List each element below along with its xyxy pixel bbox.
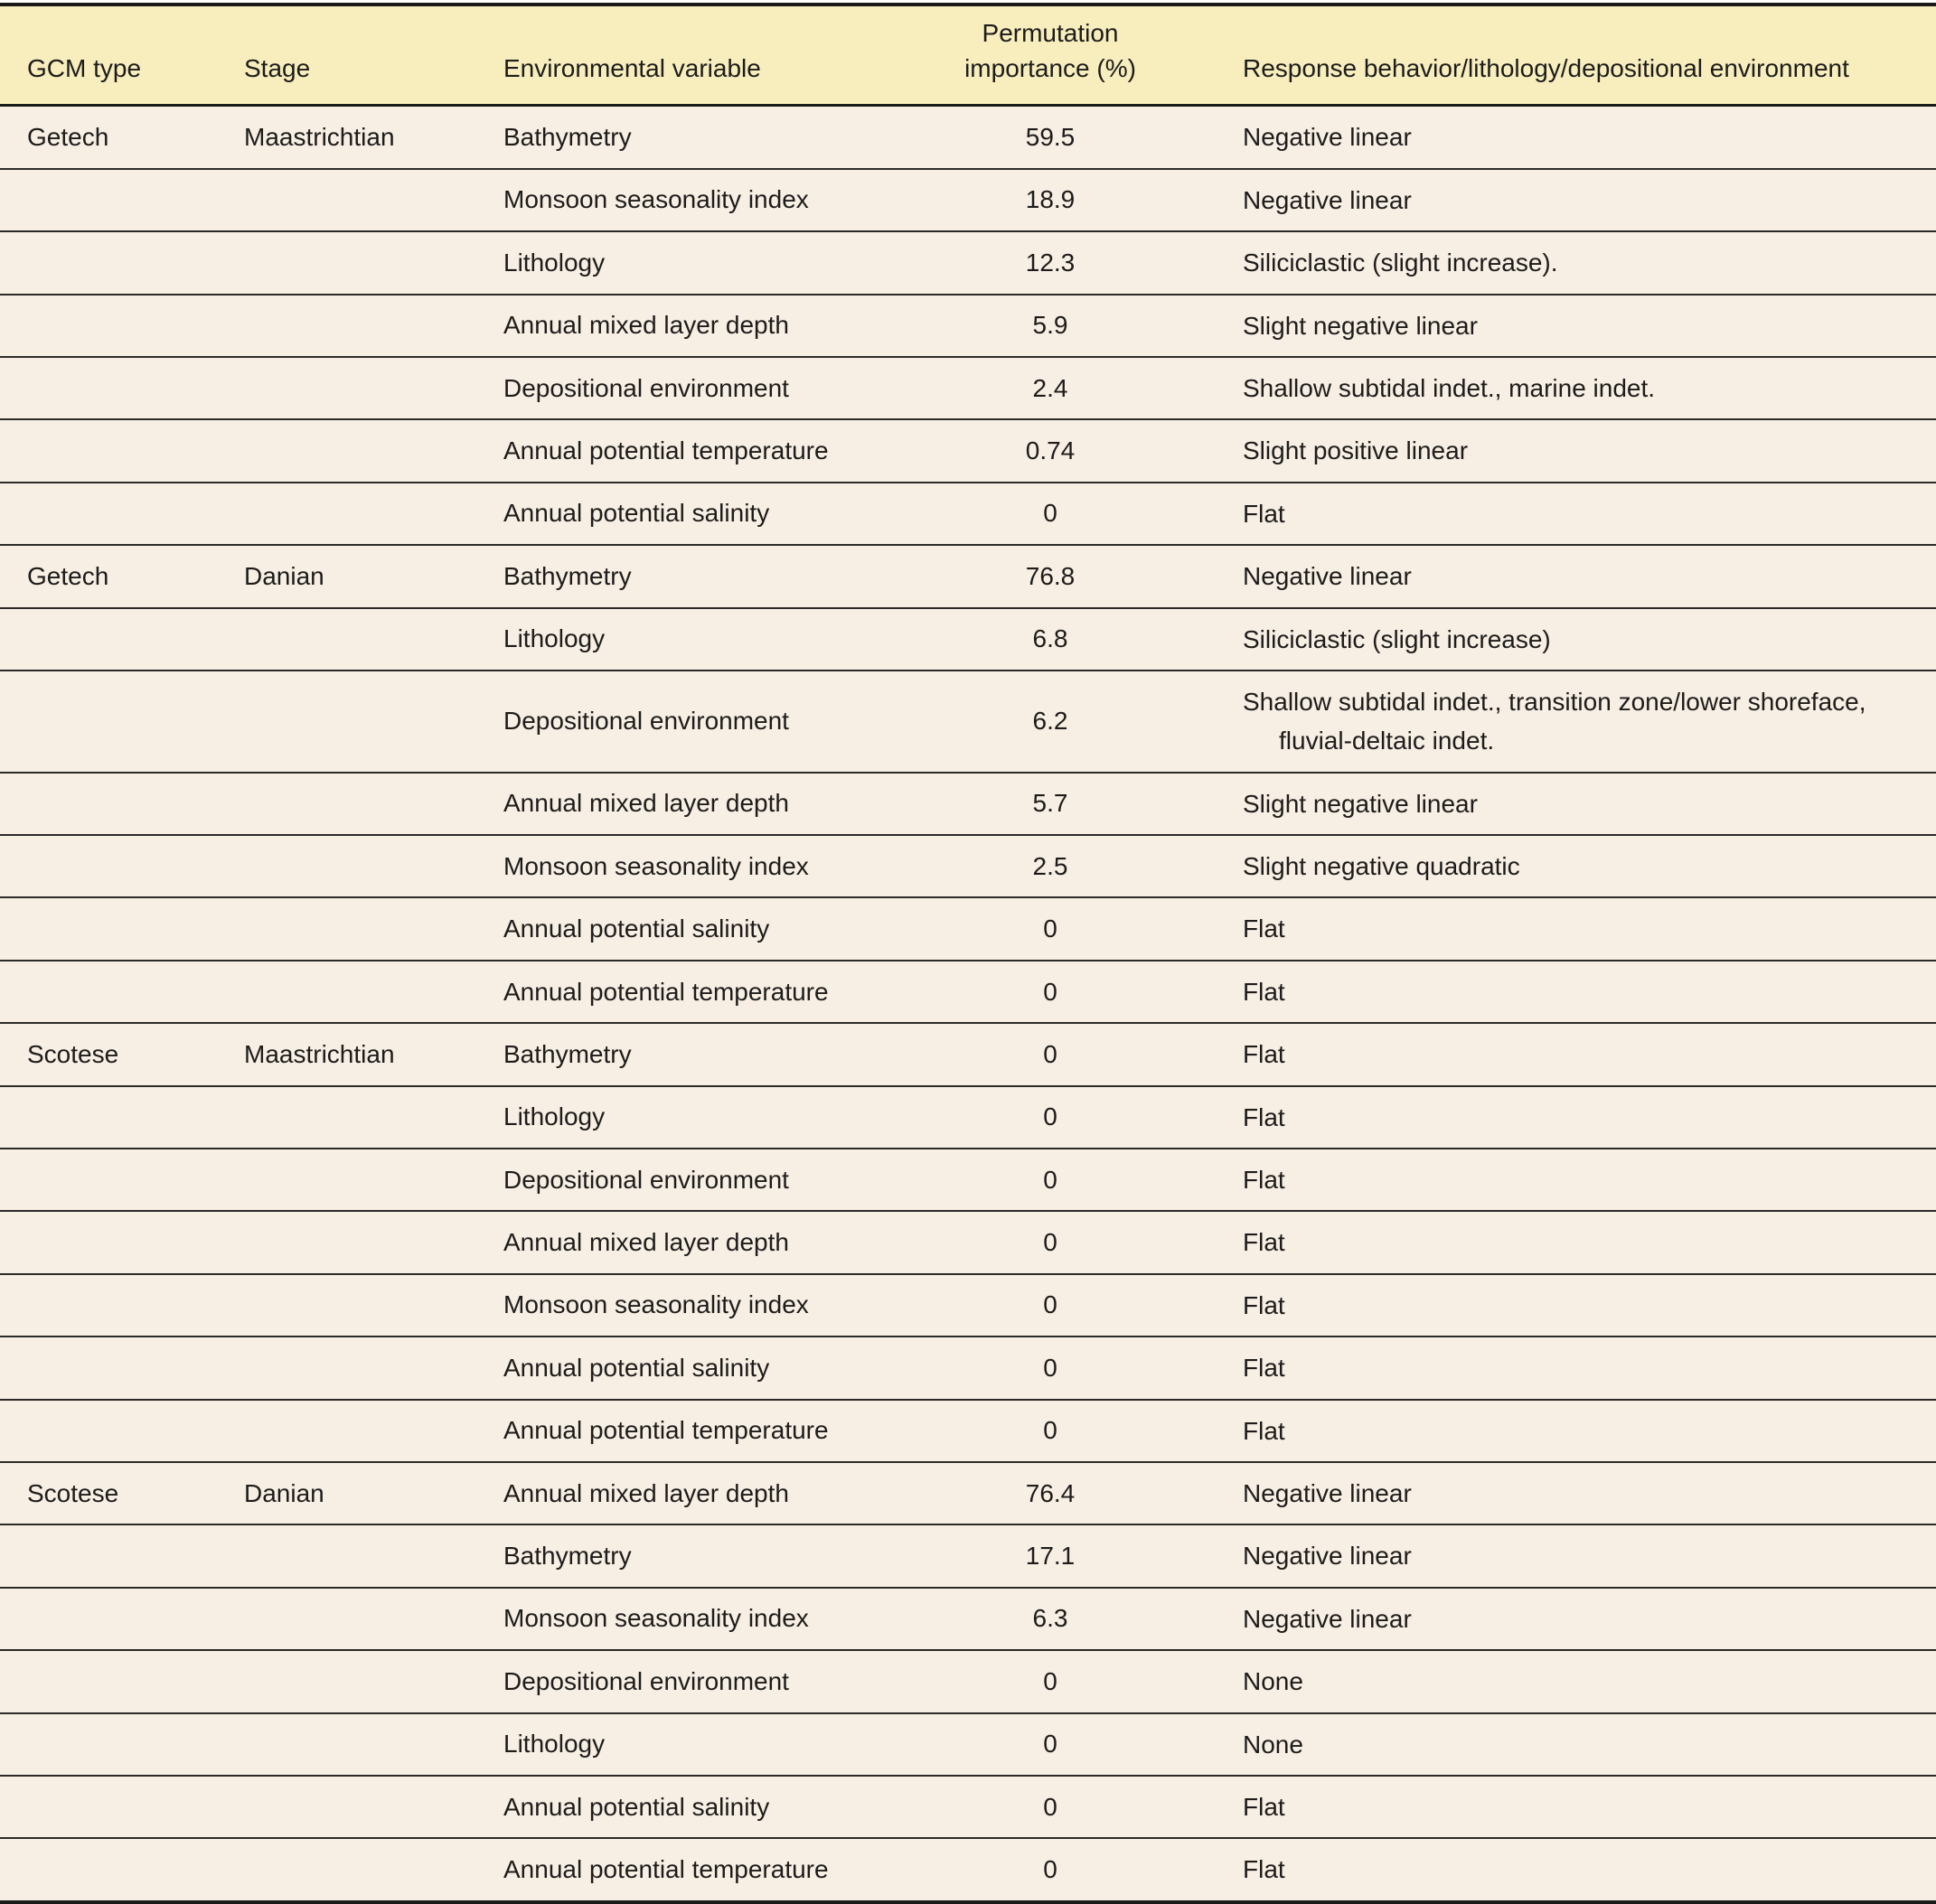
cell-permutation-importance [910, 1023, 1190, 1085]
cell-text: 0 [1043, 914, 1057, 943]
cell-text: Flat [1243, 499, 1285, 528]
table-row [0, 1588, 1936, 1650]
cell-text: 5.7 [1032, 789, 1068, 818]
cell-stage [217, 169, 476, 231]
cell-text: Negative linear [1243, 1542, 1412, 1571]
cell-text: 0 [1043, 1730, 1057, 1759]
cell-text: 0 [1043, 1228, 1057, 1257]
col-header-stage [217, 5, 476, 106]
cell-text: 12.3 [1025, 248, 1076, 277]
cell-text: Annual mixed layer depth [503, 311, 789, 340]
table-row [0, 1400, 1936, 1462]
cell-gcm-type [0, 106, 217, 169]
table-row [0, 419, 1936, 482]
cell-permutation-importance [910, 1211, 1190, 1273]
cell-response-behavior [1190, 773, 1936, 835]
cell-gcm-type [0, 1462, 217, 1524]
cell-text: Bathymetry [503, 1039, 632, 1068]
cell-stage [217, 773, 476, 835]
table-row [0, 671, 1936, 773]
table-row [0, 608, 1936, 671]
cell-permutation-importance [910, 1713, 1190, 1776]
cell-permutation-importance [910, 1524, 1190, 1587]
table-row [0, 961, 1936, 1023]
cell-stage [217, 1713, 476, 1776]
cell-gcm-type [0, 1086, 217, 1149]
cell-text: Annual potential temperature [503, 977, 829, 1006]
cell-text: 0 [1043, 1792, 1057, 1821]
cell-gcm-type [0, 1713, 217, 1776]
cell-text: Annual potential salinity [503, 1792, 770, 1821]
table-row [0, 1274, 1936, 1337]
cell-environmental-variable [476, 545, 910, 607]
table-row [0, 231, 1936, 294]
cell-text: 18.9 [1025, 185, 1076, 214]
cell-text: Annual potential salinity [503, 914, 770, 943]
cell-environmental-variable [476, 1838, 910, 1901]
cell-text: Lithology [503, 1102, 606, 1131]
cell-text: Slight negative linear [1243, 789, 1478, 818]
table-row [0, 1149, 1936, 1211]
cell-gcm-type [0, 1211, 217, 1273]
table-row [0, 1462, 1936, 1524]
cell-text: Maastrichtian [244, 1039, 395, 1068]
table-row [0, 295, 1936, 357]
cell-text: Flat [1243, 1354, 1285, 1383]
cell-response-behavior [1190, 419, 1936, 482]
cell-environmental-variable [476, 671, 910, 773]
cell-text: Scotese [27, 1478, 119, 1507]
cell-text: 6.8 [1032, 624, 1068, 653]
cell-stage [217, 483, 476, 545]
cell-text: Getech [27, 561, 109, 590]
cell-permutation-importance [910, 1086, 1190, 1149]
cell-permutation-importance [910, 1274, 1190, 1337]
cell-text: 0 [1043, 1039, 1057, 1068]
results-table [0, 3, 1936, 1904]
cell-text: Annual potential temperature [503, 1855, 829, 1883]
cell-text: Flat [1243, 1102, 1285, 1131]
table-header [0, 5, 1936, 106]
cell-text: 0 [1043, 1290, 1057, 1319]
header-label-line2: importance (%) [964, 54, 1136, 83]
cell-gcm-type [0, 1337, 217, 1399]
cell-stage [217, 1149, 476, 1211]
cell-text: 2.5 [1032, 851, 1068, 880]
cell-response-behavior [1190, 1524, 1936, 1587]
cell-response-behavior [1190, 295, 1936, 357]
cell-permutation-importance [910, 1588, 1190, 1650]
cell-text: Negative linear [1243, 123, 1412, 152]
cell-text: Negative linear [1243, 562, 1412, 591]
cell-text: Danian [244, 561, 324, 590]
cell-stage [217, 608, 476, 671]
cell-text: Monsoon seasonality index [503, 851, 809, 880]
cell-environmental-variable [476, 1023, 910, 1085]
cell-response-behavior [1190, 1713, 1936, 1776]
cell-response-behavior [1190, 1838, 1936, 1901]
cell-text: Flat [1243, 1290, 1285, 1319]
cell-environmental-variable [476, 419, 910, 482]
cell-text: Flat [1243, 1040, 1285, 1069]
cell-environmental-variable [476, 773, 910, 835]
table-row [0, 835, 1936, 897]
cell-stage [217, 1211, 476, 1273]
cell-text: Slight negative linear [1243, 311, 1478, 340]
cell-text: None [1243, 1730, 1303, 1759]
cell-text: Flat [1243, 1416, 1285, 1445]
cell-text: Annual potential temperature [503, 1416, 829, 1445]
cell-stage [217, 835, 476, 897]
cell-gcm-type [0, 1274, 217, 1337]
cell-text: Flat [1243, 1166, 1285, 1195]
table-row [0, 1023, 1936, 1085]
cell-permutation-importance [910, 545, 1190, 607]
cell-stage [217, 295, 476, 357]
cell-gcm-type [0, 1149, 217, 1211]
cell-environmental-variable [476, 231, 910, 294]
cell-permutation-importance [910, 835, 1190, 897]
header-row [0, 5, 1936, 106]
cell-gcm-type [0, 835, 217, 897]
table-row [0, 1776, 1936, 1838]
cell-text: Flat [1243, 1228, 1285, 1257]
cell-permutation-importance [910, 1650, 1190, 1712]
cell-permutation-importance [910, 897, 1190, 960]
cell-text: Annual potential salinity [503, 499, 770, 528]
cell-permutation-importance [910, 961, 1190, 1023]
table-row [0, 773, 1936, 835]
table-row [0, 545, 1936, 607]
cell-response-behavior [1190, 483, 1936, 545]
cell-environmental-variable [476, 608, 910, 671]
cell-response-behavior [1190, 835, 1936, 897]
cell-response-behavior [1190, 357, 1936, 419]
cell-text: Lithology [503, 624, 606, 653]
cell-environmental-variable [476, 169, 910, 231]
cell-text: 17.1 [1025, 1542, 1076, 1571]
cell-text: Slight positive linear [1243, 436, 1469, 465]
cell-gcm-type [0, 1023, 217, 1085]
cell-text: 59.5 [1025, 123, 1076, 152]
col-header-gcm-type [0, 5, 217, 106]
cell-stage [217, 897, 476, 960]
cell-permutation-importance [910, 357, 1190, 419]
cell-gcm-type [0, 1838, 217, 1901]
table-row [0, 106, 1936, 169]
cell-response-behavior [1190, 961, 1936, 1023]
cell-environmental-variable [476, 357, 910, 419]
cell-text: 0 [1043, 1165, 1057, 1194]
cell-environmental-variable [476, 897, 910, 960]
cell-text: Shallow subtidal indet., marine indet. [1243, 373, 1656, 402]
col-header-response-behavior [1190, 5, 1936, 106]
cell-permutation-importance [910, 773, 1190, 835]
cell-permutation-importance [910, 106, 1190, 169]
header-label: GCM type [27, 54, 142, 83]
cell-text: Annual mixed layer depth [503, 789, 789, 818]
cell-gcm-type [0, 671, 217, 773]
cell-gcm-type [0, 1650, 217, 1712]
cell-environmental-variable [476, 1149, 910, 1211]
cell-environmental-variable [476, 961, 910, 1023]
cell-response-behavior [1190, 1211, 1936, 1273]
table-row [0, 1838, 1936, 1901]
cell-stage [217, 1023, 476, 1085]
cell-gcm-type [0, 897, 217, 960]
cell-text: Annual mixed layer depth [503, 1478, 789, 1507]
cell-environmental-variable [476, 1524, 910, 1587]
cell-permutation-importance [910, 295, 1190, 357]
cell-text: Lithology [503, 1730, 606, 1759]
cell-text: 76.4 [1025, 1478, 1076, 1507]
cell-text: Siliciclastic (slight increase) [1243, 624, 1551, 653]
table-row [0, 1211, 1936, 1273]
cell-text: Depositional environment [503, 707, 789, 736]
cell-response-behavior [1190, 1274, 1936, 1337]
cell-text: Depositional environment [503, 373, 789, 402]
cell-gcm-type [0, 608, 217, 671]
cell-text: Siliciclastic (slight increase). [1243, 249, 1558, 277]
table-row [0, 1524, 1936, 1587]
cell-gcm-type [0, 1588, 217, 1650]
cell-environmental-variable [476, 1462, 910, 1524]
cell-response-behavior [1190, 106, 1936, 169]
cell-text: Danian [244, 1478, 324, 1507]
cell-environmental-variable [476, 1650, 910, 1712]
cell-text: 0 [1043, 1353, 1057, 1382]
cell-text: 0 [1043, 1855, 1057, 1883]
header-label-line1: Permutation [982, 19, 1119, 47]
cell-text: Monsoon seasonality index [503, 1604, 809, 1633]
cell-response-behavior [1190, 897, 1936, 960]
table-body [0, 106, 1936, 1902]
cell-stage [217, 419, 476, 482]
cell-response-behavior [1190, 231, 1936, 294]
cell-stage [217, 357, 476, 419]
cell-response-behavior [1190, 545, 1936, 607]
cell-text: Getech [27, 123, 109, 152]
cell-text: Slight negative quadratic [1243, 852, 1520, 881]
cell-text: Depositional environment [503, 1666, 789, 1695]
cell-text: 6.2 [1032, 707, 1068, 736]
cell-permutation-importance [910, 169, 1190, 231]
cell-text: 0 [1043, 1416, 1057, 1445]
cell-text: Lithology [503, 248, 606, 277]
cell-permutation-importance [910, 1776, 1190, 1838]
cell-text: Annual potential temperature [503, 436, 829, 465]
cell-gcm-type [0, 545, 217, 607]
cell-text: Flat [1243, 914, 1285, 943]
cell-text: Bathymetry [503, 561, 632, 590]
cell-response-behavior [1190, 169, 1936, 231]
cell-gcm-type [0, 961, 217, 1023]
cell-gcm-type [0, 773, 217, 835]
cell-text: Negative linear [1243, 1478, 1412, 1507]
cell-text: Monsoon seasonality index [503, 1290, 809, 1319]
cell-gcm-type [0, 1524, 217, 1587]
cell-stage [217, 1400, 476, 1462]
cell-text: Shallow subtidal indet., transition zone/lower shoreface, fluvial-deltaic indet. [1243, 687, 1866, 755]
cell-environmental-variable [476, 1400, 910, 1462]
cell-environmental-variable [476, 295, 910, 357]
col-header-permutation-importance [910, 5, 1190, 106]
cell-text: 6.3 [1032, 1604, 1068, 1633]
cell-stage [217, 1086, 476, 1149]
cell-response-behavior [1190, 1149, 1936, 1211]
header-label: Response behavior/lithology/depositional environment [1243, 54, 1849, 83]
cell-permutation-importance [910, 231, 1190, 294]
cell-stage [217, 961, 476, 1023]
cell-text: 2.4 [1032, 373, 1068, 402]
cell-text: 0 [1043, 499, 1057, 528]
table-row [0, 1713, 1936, 1776]
cell-text: Bathymetry [503, 1542, 632, 1571]
table-row [0, 1650, 1936, 1712]
cell-text: Scotese [27, 1039, 119, 1068]
cell-stage [217, 1274, 476, 1337]
cell-text: Annual potential salinity [503, 1353, 770, 1382]
cell-text: Flat [1243, 977, 1285, 1006]
table-row [0, 1337, 1936, 1399]
cell-stage [217, 106, 476, 169]
cell-environmental-variable [476, 1086, 910, 1149]
cell-permutation-importance [910, 1149, 1190, 1211]
cell-permutation-importance [910, 1838, 1190, 1901]
cell-environmental-variable [476, 1776, 910, 1838]
cell-text: 0.74 [1025, 436, 1076, 465]
cell-environmental-variable [476, 1588, 910, 1650]
cell-response-behavior [1190, 1400, 1936, 1462]
cell-response-behavior [1190, 1337, 1936, 1399]
cell-permutation-importance [910, 671, 1190, 773]
cell-gcm-type [0, 419, 217, 482]
cell-environmental-variable [476, 1337, 910, 1399]
cell-response-behavior [1190, 1588, 1936, 1650]
cell-text: 76.8 [1025, 561, 1076, 590]
cell-environmental-variable [476, 483, 910, 545]
cell-stage [217, 1838, 476, 1901]
cell-permutation-importance [910, 1337, 1190, 1399]
cell-stage [217, 545, 476, 607]
cell-text: None [1243, 1667, 1303, 1696]
table-row [0, 1086, 1936, 1149]
table-row [0, 357, 1936, 419]
cell-environmental-variable [476, 1211, 910, 1273]
cell-text: Maastrichtian [244, 123, 395, 152]
cell-environmental-variable [476, 835, 910, 897]
cell-text: Flat [1243, 1855, 1285, 1884]
cell-environmental-variable [476, 1274, 910, 1337]
cell-text: 5.9 [1032, 311, 1068, 340]
cell-stage [217, 1337, 476, 1399]
cell-permutation-importance [910, 483, 1190, 545]
cell-response-behavior [1190, 1650, 1936, 1712]
cell-text: Negative linear [1243, 1604, 1412, 1633]
cell-gcm-type [0, 169, 217, 231]
cell-environmental-variable [476, 106, 910, 169]
cell-permutation-importance [910, 419, 1190, 482]
cell-text: Negative linear [1243, 185, 1412, 214]
table-row [0, 169, 1936, 231]
table-row [0, 897, 1936, 960]
cell-stage [217, 1462, 476, 1524]
col-header-environmental-variable [476, 5, 910, 106]
cell-permutation-importance [910, 608, 1190, 671]
cell-response-behavior [1190, 671, 1936, 773]
cell-response-behavior [1190, 1023, 1936, 1085]
cell-gcm-type [0, 1400, 217, 1462]
cell-text: Depositional environment [503, 1165, 789, 1194]
cell-stage [217, 671, 476, 773]
cell-gcm-type [0, 357, 217, 419]
cell-gcm-type [0, 231, 217, 294]
cell-text: Bathymetry [503, 123, 632, 152]
cell-stage [217, 1524, 476, 1587]
cell-stage [217, 1588, 476, 1650]
cell-gcm-type [0, 1776, 217, 1838]
cell-permutation-importance [910, 1462, 1190, 1524]
cell-text: 0 [1043, 1102, 1057, 1131]
cell-gcm-type [0, 483, 217, 545]
header-label: Environmental variable [503, 54, 761, 83]
cell-stage [217, 1650, 476, 1712]
cell-text: 0 [1043, 977, 1057, 1006]
cell-text: 0 [1043, 1666, 1057, 1695]
cell-response-behavior [1190, 608, 1936, 671]
cell-response-behavior [1190, 1776, 1936, 1838]
cell-permutation-importance [910, 1400, 1190, 1462]
cell-response-behavior [1190, 1086, 1936, 1149]
header-label: Stage [244, 54, 311, 83]
cell-text: Annual mixed layer depth [503, 1228, 789, 1257]
cell-stage [217, 1776, 476, 1838]
cell-environmental-variable [476, 1713, 910, 1776]
cell-response-behavior [1190, 1462, 1936, 1524]
cell-stage [217, 231, 476, 294]
cell-text: Monsoon seasonality index [503, 185, 809, 214]
table-row [0, 483, 1936, 545]
cell-gcm-type [0, 295, 217, 357]
cell-text: Flat [1243, 1792, 1285, 1821]
